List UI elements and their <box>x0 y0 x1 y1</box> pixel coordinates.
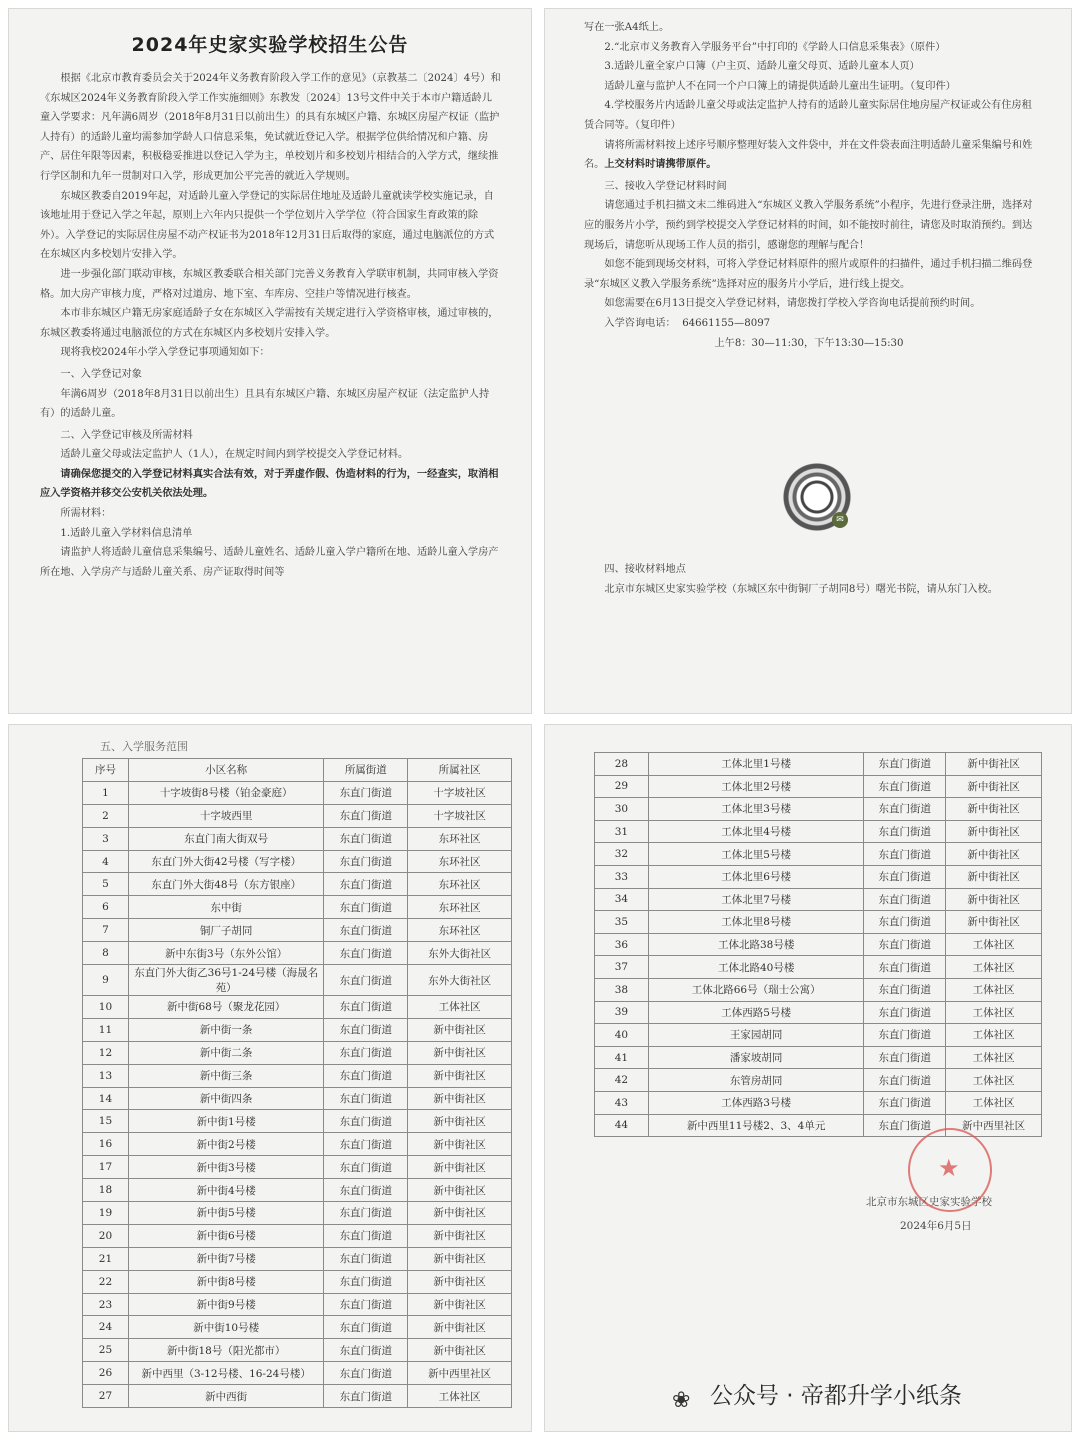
watermark-text: 公众号 · 帝都升学小纸条 <box>710 1383 962 1409</box>
table-cell: 工体社区 <box>946 1001 1042 1024</box>
section-heading: 四、接收材料地点 <box>604 564 686 575</box>
table-cell: 工体社区 <box>408 996 512 1019</box>
table-cell: 东直门街道 <box>864 1024 946 1047</box>
table-cell: 工体北路38号楼 <box>648 933 864 956</box>
table-cell: 新中街社区 <box>408 1179 512 1202</box>
notice-address-block <box>544 560 1036 599</box>
table-cell: 东直门街道 <box>864 956 946 979</box>
table-row <box>595 753 1042 776</box>
section-heading: 三、接收入学登记材料时间 <box>604 180 727 192</box>
table-cell: 东环社区 <box>408 827 512 850</box>
table-cell: 38 <box>595 978 649 1001</box>
table-cell: 新中街1号楼 <box>128 1110 324 1133</box>
paragraph: 写在一张A4纸上。 <box>584 22 670 33</box>
table-cell: 43 <box>595 1091 649 1114</box>
binding-text: 请将所需材料按上述序号顺序整理好装入文件袋中，并在文件袋表面注明适龄儿童采集编号和姓名。 <box>584 139 1033 171</box>
table-cell: 东直门街道 <box>864 753 946 776</box>
table-row <box>595 1091 1042 1114</box>
phone-number: 64661155—8097 <box>682 317 771 329</box>
paragraph: 根据《北京市教育委员会关于2024年义务教育阶段入学工作的意见》（京教基二〔2024〕4号）和《东城区2024年义务教育阶段入学工作实施细则》东教发〔2024〕13号文件中关于本市户籍适龄儿童入学要求：凡年满6周岁（2018年8月31日以前出生）的具有东城区户籍、东城区房屋产权证（监护人持有）的适龄儿童均需参加学龄人口信息采集，免试就近登记入学。根据学位供给情况和户籍、房产、居住年限等因素，积极稳妥推进以登记入学为主，单校划片和多校划片相结合的入学方式，继续推行学区制和九年一贯制对口入学，形成更加公平完善的就近入学规则。 <box>40 73 501 182</box>
table-cell: 东直门街道 <box>324 781 408 804</box>
paragraph: 进一步强化部门联动审核，东城区教委联合相关部门完善义务教育入学联审机制，共同审核入学资格。加大房产审核力度，严格对过道房、地下室、车库房、空挂户等情况进行核查。 <box>40 268 499 300</box>
table-cell: 东直门街道 <box>324 965 408 996</box>
table-row <box>83 919 512 942</box>
table-cell: 新中街社区 <box>946 865 1042 888</box>
table-cell: 东直门街道 <box>324 996 408 1019</box>
table-cell: 东直门街道 <box>864 1001 946 1024</box>
watermark <box>672 1377 962 1413</box>
table-cell: 东直门街道 <box>324 1293 408 1316</box>
table-cell: 东直门南大街双号 <box>128 827 324 850</box>
mini-program-qr-code[interactable] <box>780 460 854 534</box>
table-cell: 42 <box>595 1069 649 1092</box>
column-header: 序号 <box>83 759 129 782</box>
notice-page-2 <box>544 8 1072 714</box>
column-header: 所属社区 <box>408 759 512 782</box>
table-cell: 新中街社区 <box>408 1270 512 1293</box>
paragraph: 本市非东城区户籍无房家庭适龄子女在东城区入学需按有关规定进行入学资格审核，通过审核的，东城区教委将通过电脑派位的方式在东城区内多校划片安排入学。 <box>40 308 499 339</box>
table-row <box>83 1179 512 1202</box>
table-row <box>83 1247 512 1270</box>
table-cell: 新中街社区 <box>946 775 1042 798</box>
table-cell: 东直门街道 <box>324 896 408 919</box>
table-row <box>595 775 1042 798</box>
wechat-icon: ❀ <box>672 1388 691 1413</box>
table-cell: 东直门街道 <box>324 1339 408 1362</box>
table-cell: 工体北里8号楼 <box>648 911 864 934</box>
table-row <box>83 1293 512 1316</box>
table-cell: 铜厂子胡同 <box>128 919 324 942</box>
table-row <box>595 1024 1042 1047</box>
paragraph: 如您不能到现场交材料，可将入学登记材料原件的照片或原件的扫描件，通过手机扫描二维码登录“东城区义教入学服务系统”选择对应的服务片小学后，进行线上提交。 <box>584 259 1033 290</box>
table-cell: 新中街二条 <box>128 1041 324 1064</box>
table-cell: 新中街7号楼 <box>128 1247 324 1270</box>
table-cell: 工体北里5号楼 <box>648 843 864 866</box>
signature-school: 北京市东城区史家实验学校 <box>866 1196 992 1208</box>
table-cell: 33 <box>595 865 649 888</box>
table-row <box>83 1110 512 1133</box>
table-cell: 东直门街道 <box>324 942 408 965</box>
binding-bold: 上交材料时请携带原件。 <box>604 158 717 171</box>
table-cell: 工体北路66号（瑞士公寓） <box>648 978 864 1001</box>
table-cell: 新中街社区 <box>408 1156 512 1179</box>
table-cell: 工体北里1号楼 <box>648 753 864 776</box>
table-cell: 东外大街社区 <box>408 942 512 965</box>
table-cell: 新中街社区 <box>408 1133 512 1156</box>
table-cell: 40 <box>595 1024 649 1047</box>
table-row <box>83 1156 512 1179</box>
table-cell: 10 <box>83 996 129 1019</box>
table-cell: 新中街社区 <box>408 1224 512 1247</box>
table-cell: 新中街5号楼 <box>128 1202 324 1225</box>
table-cell: 东直门街道 <box>324 1385 408 1408</box>
table-cell: 东环社区 <box>408 850 512 873</box>
table-row <box>83 873 512 896</box>
table-cell: 新中西里（3-12号楼、16-24号楼） <box>128 1362 324 1385</box>
paragraph: 请您通过手机扫描文末二维码进入“东城区义教入学服务系统”小程序，先进行登录注册，选择对应的服务片小学，预约到学校提交入学登记材料的时间，如不能按时前往，请您及时取消预约。到达现场后，请您听从现场工作人员的指引，感谢您的理解与配合！ <box>584 200 1033 251</box>
table-cell: 新中街社区 <box>408 1041 512 1064</box>
table-cell: 东直门街道 <box>324 1110 408 1133</box>
table-cell: 新中街社区 <box>946 753 1042 776</box>
table-cell: 王家园胡同 <box>648 1024 864 1047</box>
table-row <box>595 1046 1042 1069</box>
table-cell: 工体社区 <box>408 1385 512 1408</box>
table-cell: 东直门街道 <box>324 873 408 896</box>
table-cell: 18 <box>83 1179 129 1202</box>
table-cell: 东直门街道 <box>324 1064 408 1087</box>
table-cell: 新中街三条 <box>128 1064 324 1087</box>
table-cell: 工体北里3号楼 <box>648 798 864 821</box>
table-cell: 潘家坡胡同 <box>648 1046 864 1069</box>
table-cell: 工体社区 <box>946 956 1042 979</box>
column-header: 所属街道 <box>324 759 408 782</box>
table-row <box>595 1001 1042 1024</box>
table-cell: 东直门街道 <box>324 1362 408 1385</box>
table-cell: 27 <box>83 1385 129 1408</box>
table-cell: 新中街2号楼 <box>128 1133 324 1156</box>
notice-body-2 <box>544 8 1072 353</box>
table-cell: 东直门街道 <box>864 1046 946 1069</box>
table-cell: 新中街10号楼 <box>128 1316 324 1339</box>
table-cell: 东直门街道 <box>864 798 946 821</box>
table-cell: 29 <box>595 775 649 798</box>
table-cell: 12 <box>83 1041 129 1064</box>
phone-line <box>584 314 1034 334</box>
signature-date: 2024年6月5日 <box>900 1220 972 1232</box>
table-cell: 新中街3号楼 <box>128 1156 324 1179</box>
table-row <box>595 978 1042 1001</box>
table-cell: 35 <box>595 911 649 934</box>
table-cell: 东环社区 <box>408 919 512 942</box>
table-cell: 37 <box>595 956 649 979</box>
table-cell: 东直门街道 <box>324 919 408 942</box>
table-cell: 新中街社区 <box>946 798 1042 821</box>
table-row <box>83 1270 512 1293</box>
table-cell: 新中街社区 <box>408 1339 512 1362</box>
notice-body-1 <box>8 69 532 582</box>
table-cell: 7 <box>83 919 129 942</box>
warning-paragraph: 请确保您提交的入学登记材料真实合法有效，对于弄虚作假、伪造材料的行为，一经查实，取消相应入学资格并移交公安机关依法处理。 <box>40 467 499 500</box>
table-cell: 东直门街道 <box>324 1087 408 1110</box>
table-row <box>83 1087 512 1110</box>
table-cell: 新中街68号（聚龙花园） <box>128 996 324 1019</box>
table-header-row <box>83 759 512 782</box>
table-cell: 新中街社区 <box>408 1064 512 1087</box>
table-cell: 9 <box>83 965 129 996</box>
table-cell: 36 <box>595 933 649 956</box>
table-cell: 新中街社区 <box>946 820 1042 843</box>
service-range-page-2 <box>544 724 1072 1432</box>
table-cell: 28 <box>595 753 649 776</box>
table-row <box>83 1133 512 1156</box>
paragraph <box>584 136 1034 175</box>
table-cell: 新中街6号楼 <box>128 1224 324 1247</box>
table-cell: 新中西里社区 <box>946 1114 1042 1137</box>
table-cell: 工体社区 <box>946 978 1042 1001</box>
table-cell: 工体北里4号楼 <box>648 820 864 843</box>
table-row <box>83 1316 512 1339</box>
table-cell: 6 <box>83 896 129 919</box>
table-cell: 新中街一条 <box>128 1018 324 1041</box>
table-row <box>83 896 512 919</box>
table-row <box>595 865 1042 888</box>
paragraph: 请监护人将适龄儿童信息采集编号、适龄儿童姓名、适龄儿童入学户籍所在地、适龄儿童入学房产所在地、入学房产与适龄儿童关系、房产证取得时间等 <box>40 547 499 578</box>
table-cell: 3 <box>83 827 129 850</box>
table-cell: 东直门街道 <box>864 1091 946 1114</box>
table-row <box>83 996 512 1019</box>
table-cell: 32 <box>595 843 649 866</box>
table-cell: 东直门街道 <box>324 804 408 827</box>
table-cell: 东直门街道 <box>324 1247 408 1270</box>
notice-title: 2024年史家实验学校招生公告 <box>131 34 409 56</box>
table-cell: 30 <box>595 798 649 821</box>
table-cell: 东中街 <box>128 896 324 919</box>
table-row <box>83 942 512 965</box>
table-cell: 39 <box>595 1001 649 1024</box>
table-cell: 工体社区 <box>946 1069 1042 1092</box>
table-cell: 东直门街道 <box>864 933 946 956</box>
table-row <box>83 1362 512 1385</box>
table-cell: 14 <box>83 1087 129 1110</box>
table-cell: 东直门街道 <box>324 1179 408 1202</box>
table-cell: 东环社区 <box>408 873 512 896</box>
table-cell: 东直门街道 <box>324 827 408 850</box>
table-row <box>83 1202 512 1225</box>
table-cell: 24 <box>83 1316 129 1339</box>
material-item: 4.学校服务片内适龄儿童父母或法定监护人持有的适龄儿童实际居住地房屋产权证或公有住房租赁合同等。（复印件） <box>584 100 1032 131</box>
table-cell: 16 <box>83 1133 129 1156</box>
table-row <box>83 1018 512 1041</box>
table-cell: 东直门街道 <box>324 1316 408 1339</box>
table-cell: 东直门街道 <box>324 1133 408 1156</box>
table-cell: 新中街社区 <box>946 888 1042 911</box>
table-cell: 东直门街道 <box>864 1069 946 1092</box>
table-cell: 4 <box>83 850 129 873</box>
table-cell: 东直门街道 <box>864 865 946 888</box>
table-cell: 工体社区 <box>946 1024 1042 1047</box>
table-cell: 东外大街社区 <box>408 965 512 996</box>
table-row <box>83 1385 512 1408</box>
paragraph: 如您需要在6月13日提交入学登记材料，请您拨打学校入学咨询电话提前预约时间。 <box>604 298 981 310</box>
service-range-page-1 <box>8 724 532 1432</box>
table-cell: 新中街18号（阳光都市） <box>128 1339 324 1362</box>
materials-label: 所需材料： <box>60 508 112 520</box>
section-heading: 二、入学登记审核及所需材料 <box>60 429 193 441</box>
material-item: 3.适龄儿童全家户口簿（户主页、适龄儿童父母页、适龄儿童本人页） <box>604 61 920 73</box>
table-cell: 19 <box>83 1202 129 1225</box>
service-range-table-left <box>82 758 512 1408</box>
table-row <box>83 781 512 804</box>
table-cell: 新中街社区 <box>408 1018 512 1041</box>
table-cell: 工体社区 <box>946 933 1042 956</box>
table-cell: 工体北路40号楼 <box>648 956 864 979</box>
table-cell: 21 <box>83 1247 129 1270</box>
table-cell: 新中街社区 <box>408 1110 512 1133</box>
table-cell: 东直门街道 <box>324 1156 408 1179</box>
table-cell: 工体北里7号楼 <box>648 888 864 911</box>
table-cell: 新中西里社区 <box>408 1362 512 1385</box>
table-cell: 东直门街道 <box>324 1041 408 1064</box>
table-cell: 十字坡社区 <box>408 804 512 827</box>
table-cell: 新中街社区 <box>946 911 1042 934</box>
table-row <box>595 911 1042 934</box>
table-row <box>595 1069 1042 1092</box>
table-cell: 5 <box>83 873 129 896</box>
table-row <box>83 1064 512 1087</box>
table-cell: 新中街社区 <box>408 1293 512 1316</box>
notice-page-1 <box>8 8 532 714</box>
table-row <box>83 850 512 873</box>
table-cell: 工体北里2号楼 <box>648 775 864 798</box>
table-row <box>595 888 1042 911</box>
table-cell: 工体西路5号楼 <box>648 1001 864 1024</box>
table-cell: 13 <box>83 1064 129 1087</box>
table-cell: 东直门街道 <box>864 911 946 934</box>
table-cell: 新中街社区 <box>408 1247 512 1270</box>
table-cell: 东直门街道 <box>324 1270 408 1293</box>
office-hours: 上午8：30—11:30，下午13:30—15:30 <box>714 337 904 349</box>
table-cell: 十字坡街8号楼（铂金豪庭） <box>128 781 324 804</box>
star-icon: ★ <box>938 1154 960 1182</box>
table-row <box>595 956 1042 979</box>
table-cell: 东直门街道 <box>864 775 946 798</box>
material-item: 适龄儿童与监护人不在同一个户口簿上的请提供适龄儿童出生证明。（复印件） <box>604 80 956 92</box>
table-row <box>595 820 1042 843</box>
table-cell: 新中街四条 <box>128 1087 324 1110</box>
table-row <box>83 1041 512 1064</box>
material-title: 1.适龄儿童入学材料信息清单 <box>60 527 193 539</box>
table-cell: 东直门街道 <box>864 843 946 866</box>
table-cell: 41 <box>595 1046 649 1069</box>
paragraph: 现将我校2024年小学入学登记事项通知如下： <box>60 347 270 359</box>
table-cell: 新中街社区 <box>946 843 1042 866</box>
table-cell: 东直门街道 <box>864 1114 946 1137</box>
table-cell: 23 <box>83 1293 129 1316</box>
table-cell: 新中街8号楼 <box>128 1270 324 1293</box>
table-cell: 东直门街道 <box>324 850 408 873</box>
table-cell: 东直门街道 <box>324 1018 408 1041</box>
table-cell: 十字坡西里 <box>128 804 324 827</box>
table-cell: 20 <box>83 1224 129 1247</box>
table-row <box>595 1114 1042 1137</box>
table-cell: 十字坡社区 <box>408 781 512 804</box>
table-cell: 25 <box>83 1339 129 1362</box>
table-cell: 34 <box>595 888 649 911</box>
table-cell: 2 <box>83 804 129 827</box>
table-cell: 东直门街道 <box>324 1202 408 1225</box>
table-section-title: 五、入学服务范围 <box>100 740 188 753</box>
table-cell: 工体西路3号楼 <box>648 1091 864 1114</box>
table-row <box>595 798 1042 821</box>
table-row <box>83 1224 512 1247</box>
table-row <box>83 1339 512 1362</box>
table-row <box>83 965 512 996</box>
table-cell: 东管房胡同 <box>648 1069 864 1092</box>
table-cell: 新中西街 <box>128 1385 324 1408</box>
table-cell: 11 <box>83 1018 129 1041</box>
table-cell: 新中东街3号（东外公馆） <box>128 942 324 965</box>
service-range-table-right <box>594 752 1042 1137</box>
table-cell: 新中街4号楼 <box>128 1179 324 1202</box>
table-cell: 新中街社区 <box>408 1202 512 1225</box>
table-cell: 15 <box>83 1110 129 1133</box>
paragraph: 东城区教委自2019年起，对适龄儿童入学登记的实际居住地址及适龄儿童就读学校实施记录，自该地址用于登记入学之年起，原则上六年内只提供一个学位划片入学学位（符合国家生育政策的除外）。入学登记的实际居住房屋不动产权证书为2018年12月31日后取得的家庭，通过电脑派位的方式在东城区内多校划片安排入学。 <box>40 190 495 261</box>
table-cell: 8 <box>83 942 129 965</box>
school-seal-stamp <box>908 1128 992 1212</box>
table-cell: 东直门外大街乙36号1-24号楼（海晟名苑） <box>128 965 324 996</box>
table-cell: 工体社区 <box>946 1046 1042 1069</box>
table-row <box>83 827 512 850</box>
section-heading: 一、入学登记对象 <box>60 368 142 380</box>
phone-label: 入学咨询电话： <box>604 317 676 329</box>
paragraph: 适龄儿童父母或法定监护人（1人），在规定时间内到学校提交入学登记材料。 <box>60 449 409 461</box>
table-row <box>595 933 1042 956</box>
table-cell: 31 <box>595 820 649 843</box>
table-cell: 44 <box>595 1114 649 1137</box>
address: 北京市东城区史家实验学校（东城区东中街铜厂子胡同8号）曙光书院，请从东门入校。 <box>604 583 998 595</box>
table-cell: 东直门街道 <box>864 978 946 1001</box>
table-row <box>595 843 1042 866</box>
table-cell: 东直门街道 <box>864 820 946 843</box>
table-cell: 工体社区 <box>946 1091 1042 1114</box>
table-cell: 东环社区 <box>408 896 512 919</box>
table-cell: 新中街社区 <box>408 1316 512 1339</box>
table-cell: 东直门街道 <box>864 888 946 911</box>
table-cell: 东直门外大街42号楼（写字楼） <box>128 850 324 873</box>
table-cell: 新中街9号楼 <box>128 1293 324 1316</box>
table-cell: 新中街社区 <box>408 1087 512 1110</box>
column-header: 小区名称 <box>128 759 324 782</box>
table-cell: 东直门街道 <box>324 1224 408 1247</box>
table-cell: 东直门外大街48号（东方银座） <box>128 873 324 896</box>
table-cell: 工体北里6号楼 <box>648 865 864 888</box>
table-cell: 17 <box>83 1156 129 1179</box>
material-item: 2.“北京市义务教育入学服务平台”中打印的《学龄人口信息采集表》（原件） <box>604 41 946 53</box>
table-cell: 1 <box>83 781 129 804</box>
table-cell: 26 <box>83 1362 129 1385</box>
table-cell: 新中西里11号楼2、3、4单元 <box>648 1114 864 1137</box>
table-row <box>83 804 512 827</box>
table-cell: 22 <box>83 1270 129 1293</box>
paragraph: 年满6周岁（2018年8月31日以前出生）且具有东城区户籍、东城区房屋产权证（法定监护人持有）的适龄儿童。 <box>40 388 490 420</box>
qr-logo-icon: ✉ <box>832 512 848 528</box>
